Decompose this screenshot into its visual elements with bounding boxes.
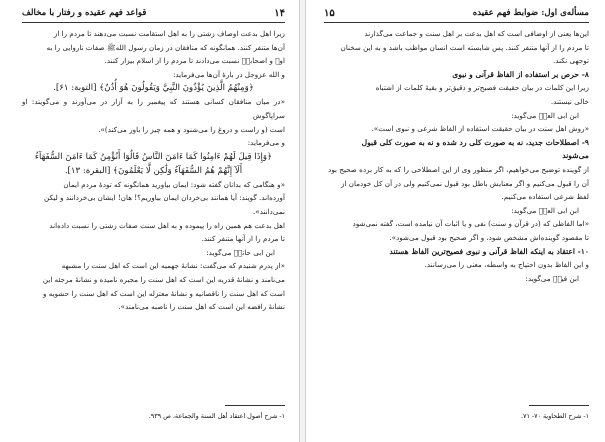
- text-line: «روش اهل سنت در بیان حقیقت استفاده از الفاظ شرعی و نبوی است».: [371, 124, 589, 134]
- text-line: توجهی نکند.: [553, 56, 589, 66]
- text-line: است (و راست و دروغ را می‌شنود و همه چیز را باور می‌کند)».: [98, 124, 285, 134]
- text-line: ابن ابی العزؒ می‌گوید:: [511, 205, 579, 215]
- section-heading-8: ۸- حرص بر استفاده از الفاظ قرآنی و نبوی: [452, 69, 589, 79]
- text-line: ابن ابی العزؒ می‌گوید:: [511, 110, 579, 120]
- section-heading-9: ۹- اصطلاحات جدید، نه به صورت کلی رد شده و نه به صورت کلی قبول: [361, 137, 589, 147]
- text-line: از گوینده توضیح می‌خواهیم، اگر منظور وی از این اصطلاحی را که به کار برده صحیح بود: [328, 164, 589, 174]
- right-page-number: ۱۵: [324, 7, 335, 19]
- left-page-header: [22, 6, 285, 23]
- section-heading-9-continued: می‌شوند: [562, 151, 589, 161]
- text-line: این‌ها یعنی از اوصافی است که اهل بدعت بر اهل سنت و جماعت می‌گذارند: [364, 29, 589, 38]
- text-line: آن‌ها متنفر کنند. همانگونه که منافقان در زمان رسول اللهﷺ صفات ناروایی را به: [46, 42, 285, 52]
- text-line: تا مردم را از آنها متنفر کنند. پس شایسته است انسان مواظب باشد و به این سخنان: [340, 42, 589, 52]
- quran-verse: ﴿وَمِنْهُمُ الَّذِينَ يُؤْذُونَ النَّبِيَّ وَيَقُولُونَ هُوَ أُذُنٌ﴾ [التوبة: ۶۱].: [53, 83, 254, 94]
- left-page-footnote: ۱- شرح أصول اعتقاد أهل السنة والجماعة، ص ۹۳۹.: [148, 412, 285, 420]
- text-line: می‌نامند و نشانهٔ قدریه این است که اهل سنت را مجبره نامیده و نشانهٔ مرجئه این: [42, 274, 285, 284]
- text-line: اوﷺ و اصحابشؓ نسبت می‌دادند تا مردم را از اسلام بیزار کنند.: [104, 56, 285, 66]
- text-line: زیرا اهل بدعت اوصاف زشتی را به اهل استقامت نسبت می‌دهند تا مردم را از: [53, 29, 285, 38]
- text-line: ابن قیمؒ می‌گوید:: [525, 273, 579, 283]
- footnote-divider: [225, 405, 285, 406]
- text-line: نمی‌دانند».: [253, 206, 285, 216]
- left-page-running-title: قواعد فهم عقیده و رفتار با مخالف: [22, 8, 147, 18]
- right-page-running-title: مسأله‌ی اول: ضوابط فهم عقیده: [472, 8, 589, 18]
- text-line: «در میان منافقان کسانی هستند که پیغمبر را به آزار در می‌آورند و می‌گویند: او سراپاگوش: [22, 97, 285, 120]
- text-line: خالی نیستند.: [550, 96, 589, 106]
- left-page-number: ۱۴: [274, 7, 285, 19]
- text-line: آن را قبول می‌کنیم و اگر معنایش باطل بود قبول نمی‌کنیم ولی در آن کل خودمان از: [340, 178, 589, 188]
- text-line: و این الفاظ بدون احتیاج به واسطه، معنی را می‌رسانند.: [424, 260, 589, 270]
- text-line: تا مردم را از آنها متنفر کنند.: [201, 234, 285, 244]
- text-line: اهل بدعت هم همین راه را پیموده و به اهل سنت صفات زشتی را نسبت داده‌اند: [49, 220, 285, 230]
- footnote-divider: [529, 405, 589, 406]
- left-page: [0, 0, 300, 442]
- right-page-header: [324, 6, 589, 23]
- text-line: زیرا این کلمات در بیان حقیقت فصیح‌تر و دقیق‌تر و بقیهٔ کلمات از اشتباه: [375, 83, 589, 93]
- text-line: لفظ شرعی استفاده می‌کنیم.: [501, 192, 589, 202]
- left-page-body: [22, 27, 285, 314]
- text-line: آورده‌اند. گویند: آیا همانند بی‌خردان ایمان بیاوریم؟! هان! ایشان بی‌خردانند و لیکن: [44, 193, 285, 203]
- quran-verse: ﴿وَإِذَا قِيلَ لَهُمْ ءَامِنُوا كَمَا ءَامَنَ النَّاسُ قَالُوٓا أَنُؤْمِنُ كَمَا ءَامَنَ السُّفَهَآءُ: [34, 151, 273, 162]
- quran-verse: أَلَآ إِنَّهُمْ هُمُ السُّفَهَآءُ وَلَٰكِن لَّا يَعْلَمُونَ﴾ [البقرة: ۱۳].: [64, 165, 243, 176]
- text-line: «اما الفاظی که (در قرآن و سنت) نفی و یا اثبات آن نیامده است، گفته نمی‌شود: [352, 219, 589, 229]
- text-line: ابن ابی حاتمؒ می‌گوید:: [206, 247, 275, 257]
- text-line: «و هنگامی که بدانان گفته شود: ایمان بیاورید همانگونه که تودهٔ مردم ایمان: [63, 179, 285, 189]
- text-line: و الله عزوجل در بارهٔ آن‌ها می‌فرماید:: [172, 69, 285, 79]
- right-page: [305, 0, 605, 442]
- text-line: و می‌فرماید:: [247, 138, 285, 148]
- right-page-body: [324, 27, 589, 285]
- text-line: تا مقصود گوینده‌اش مشخص شود، و اگر صحیح بود قبول می‌شود».: [389, 232, 589, 242]
- text-line: نشانهٔ رافضه این است که اهل سنت را ناصبه می‌نامند».: [118, 302, 285, 312]
- text-line: «از پدرم شنیدم که می‌گفت: نشانهٔ جهمیه این است که اهل سنت را مشبهه: [61, 261, 285, 271]
- text-line: است که اهل سنت را ناقصانیه و نشانهٔ معتزله این است که اهل سنت را حشویه و: [42, 288, 285, 298]
- section-heading-10: ۱۰- اعتقاد به اینکه الفاظ قرآنی و نبوی فصیح‌ترین الفاظ هستند: [389, 246, 589, 256]
- right-page-footnote: ۱- شرح الطحاوية ۷۰- ۷۱.: [520, 412, 589, 420]
